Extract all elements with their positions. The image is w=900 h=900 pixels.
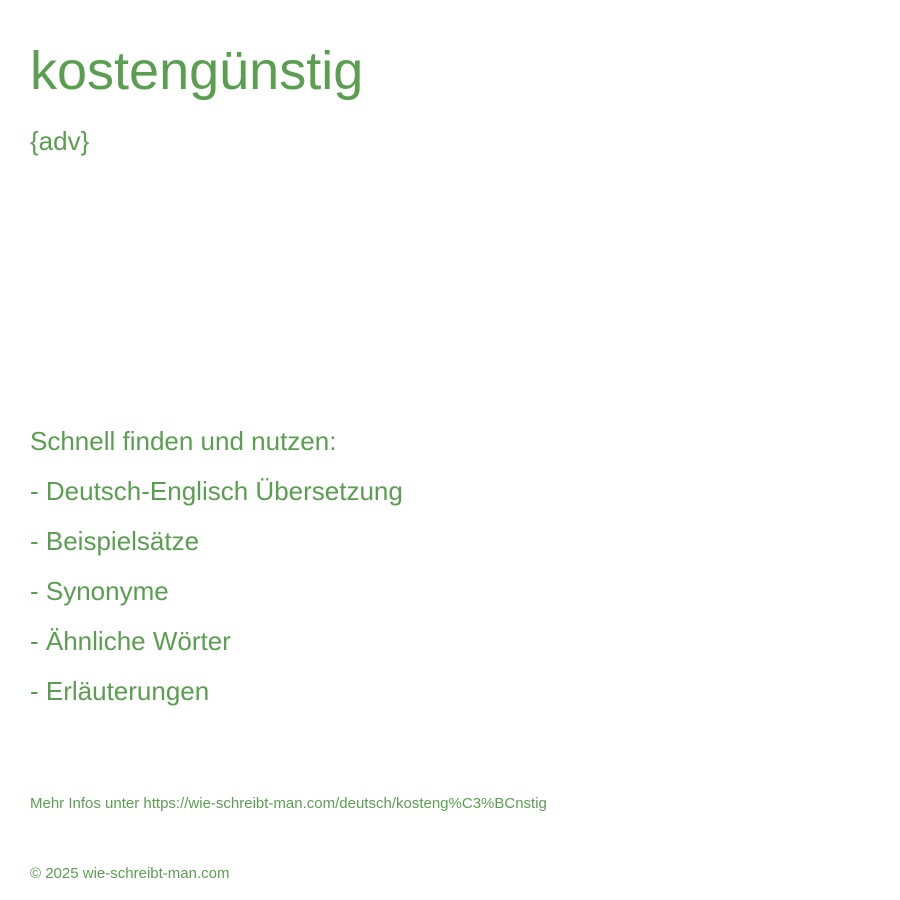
features-list	[30, 424, 403, 724]
more-info-link[interactable]: https://wie-schreibt-man.com/deutsch/kosteng%C3%BCnstig	[143, 795, 547, 812]
features-heading: Schnell finden und nutzen:	[30, 426, 337, 456]
feature-item-explanations: - Erläuterungen	[30, 676, 210, 706]
feature-item-example-sentences: - Beispielsätze	[30, 526, 200, 556]
feature-item-synonyms: - Synonyme	[30, 576, 169, 606]
more-info-prefix: Mehr Infos unter	[30, 795, 144, 812]
feature-item-translation: - Deutsch-Englisch Übersetzung	[30, 476, 403, 506]
feature-item-similar-words: - Ähnliche Wörter	[30, 626, 231, 656]
part-of-speech-label: {adv}	[30, 126, 90, 156]
more-info-line	[30, 794, 547, 814]
page-title: kostengünstig	[30, 41, 364, 101]
copyright-notice: © 2025 wie-schreibt-man.com	[30, 865, 230, 882]
